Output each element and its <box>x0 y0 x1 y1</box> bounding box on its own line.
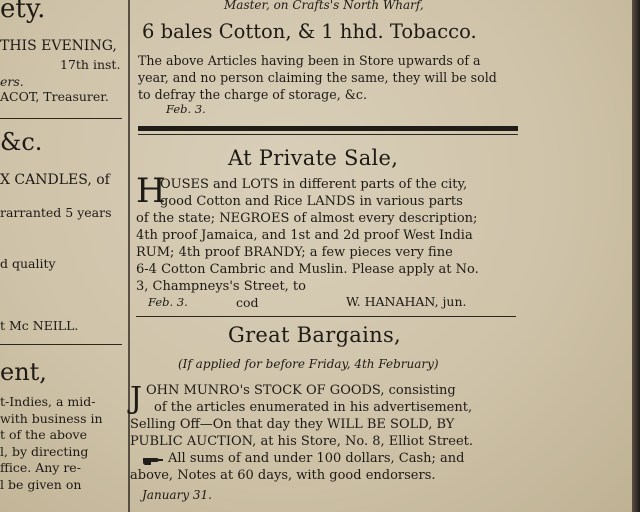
left-line: ers. <box>0 74 24 89</box>
private-sale-line: RUM; 4th proof BRANDY; a few pieces very fine <box>136 245 453 260</box>
bargains-line: Selling Off—On that day they WILL BE SOLD, BY <box>130 417 455 432</box>
private-sale-signature: W. HANAHAN, jun. <box>346 294 467 309</box>
heavy-rule <box>138 126 518 131</box>
left-line: d quality <box>0 256 56 271</box>
divider <box>0 118 122 119</box>
cotton-top-line: Master, on Crafts's North Wharf, <box>224 0 424 12</box>
private-sale-line: OUSES and LOTS in different parts of the city, <box>160 177 468 192</box>
bargains-date: January 31. <box>142 488 212 502</box>
bargains-line: of the articles enumerated in his advertisement, <box>154 400 473 415</box>
drop-cap: H <box>136 171 166 211</box>
text-line: ffice. Any re- <box>0 460 81 476</box>
left-heading-3: ent, <box>0 358 47 386</box>
page-edge-shadow <box>632 0 640 512</box>
text-line: t-Indies, a mid- <box>0 394 96 409</box>
text-line: l be given on <box>0 476 82 492</box>
private-sale-date: Feb. 3. <box>148 295 188 309</box>
bargains-line: PUBLIC AUCTION, at his Store, No. 8, Elliot Street. <box>130 434 474 449</box>
left-line: THIS EVENING, <box>0 38 117 54</box>
private-sale-line: good Cotton and Rice LANDS in various parts <box>160 194 463 209</box>
right-column <box>130 0 522 512</box>
bargains-line: above, Notes at 60 days, with good endorsers. <box>130 468 436 483</box>
private-sale-line: of the state; NEGROES of almost every description; <box>136 211 478 226</box>
private-sale-line: 4th proof Jamaica, and 1st and 2d proof West India <box>136 228 473 243</box>
left-column <box>0 0 126 512</box>
left-line: ACOT, Treasurer. <box>0 89 109 104</box>
text-line: year, and no person claiming the same, they will be sold <box>138 70 497 85</box>
divider <box>0 344 122 345</box>
private-sale-line: 6-4 Cotton Cambric and Muslin. Please apply at No. <box>136 262 479 277</box>
private-sale-line: 3, Champneys's Street, to <box>136 279 306 294</box>
left-heading-2: &c. <box>0 128 43 156</box>
private-sale-cod: cod <box>236 295 259 310</box>
cotton-body <box>138 52 497 103</box>
cotton-headline: 6 bales Cotton, & 1 hhd. Tobacco. <box>142 20 477 43</box>
bargains-subheading: (If applied for before Friday, 4th February) <box>178 357 439 371</box>
text-line: l, by directing <box>0 443 89 459</box>
left-paragraph <box>0 394 103 494</box>
cotton-date: Feb. 3. <box>166 102 206 116</box>
text-line: t of the above <box>0 427 88 443</box>
private-sale-heading: At Private Sale, <box>228 146 399 170</box>
rule <box>138 134 518 135</box>
text-line: The above Articles having been in Store upwards of a <box>138 53 481 68</box>
drop-cap: J <box>130 381 143 416</box>
left-line: rarranted 5 years <box>0 205 112 220</box>
text-line: with business in <box>0 410 103 426</box>
rule <box>136 316 516 317</box>
left-line: 17th inst. <box>60 57 121 72</box>
left-line: X CANDLES, of <box>0 172 110 188</box>
pointing-hand-icon <box>142 452 164 466</box>
left-heading-1: ety. <box>0 0 46 24</box>
left-line: t Mc NEILL. <box>0 318 79 333</box>
bargains-heading: Great Bargains, <box>228 323 402 347</box>
text-line: to defray the charge of storage, &c. <box>138 87 367 102</box>
bargains-line: OHN MUNRO's STOCK OF GOODS, consisting <box>146 383 456 398</box>
bargains-line: All sums of and under 100 dollars, Cash; and <box>168 451 465 466</box>
